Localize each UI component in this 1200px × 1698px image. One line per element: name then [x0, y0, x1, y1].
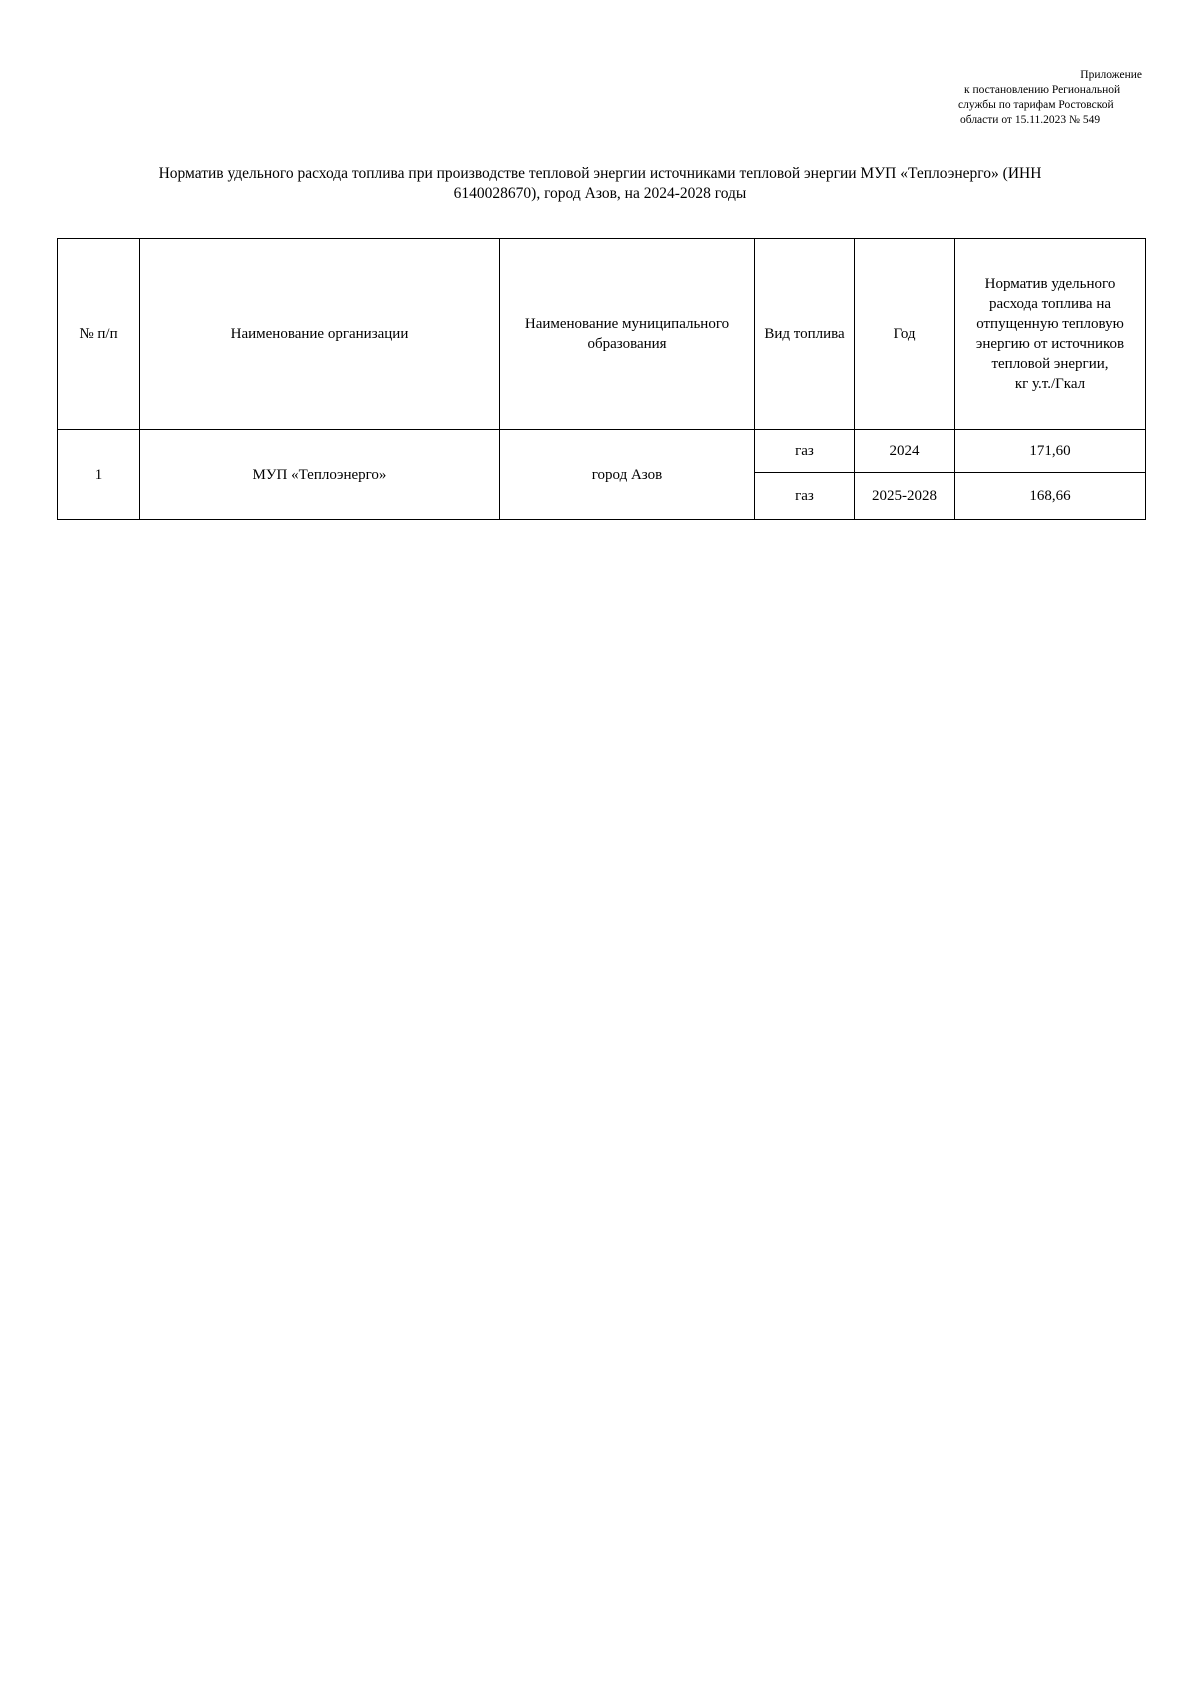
- table-header-row: [58, 239, 1146, 430]
- header-num: № п/п: [58, 239, 140, 430]
- header-organization: Наименование организации: [140, 239, 500, 430]
- annex-line-3: службы по тарифам Ростовской: [958, 99, 1114, 111]
- cell-organization: МУП «Теплоэнерго»: [140, 430, 500, 520]
- norm-table: [57, 238, 1146, 520]
- cell-year: 2024: [855, 430, 955, 473]
- header-norm-line: Норматив удельного: [984, 276, 1116, 292]
- cell-year: 2025-2028: [855, 473, 955, 520]
- cell-norm: 171,60: [955, 430, 1146, 473]
- header-norm-line: кг у.т./Гкал: [1014, 376, 1086, 392]
- header-fuel-type: Вид топлива: [755, 239, 855, 430]
- header-norm-line: отпущенную тепловую: [976, 316, 1124, 332]
- cell-fuel: газ: [755, 473, 855, 520]
- title-line-1: Норматив удельного расхода топлива при производстве тепловой энергии источниками тепловой энергии МУП «Теплоэнерго» (ИНН: [158, 165, 1042, 182]
- document-title: [100, 164, 1100, 204]
- cell-municipality: город Азов: [500, 430, 755, 520]
- annex-line-1: Приложение: [1080, 69, 1142, 81]
- header-year: Год: [855, 239, 955, 430]
- cell-norm: 168,66: [955, 473, 1146, 520]
- annex-line-2: к постановлению Региональной: [964, 84, 1121, 96]
- annex-line-4: области от 15.11.2023 № 549: [960, 114, 1101, 126]
- table-row: [58, 430, 1146, 473]
- header-norm-line: тепловой энергии,: [991, 356, 1109, 372]
- cell-num: 1: [58, 430, 140, 520]
- annex-note: [956, 68, 1146, 128]
- title-line-2: 6140028670), город Азов, на 2024-2028 годы: [453, 185, 747, 202]
- header-norm-line: расхода топлива на: [988, 296, 1112, 312]
- cell-fuel: газ: [755, 430, 855, 473]
- header-municipality: Наименование муниципального образования: [500, 239, 755, 430]
- header-norm-line: энергию от источников: [975, 336, 1125, 352]
- header-norm: [955, 239, 1146, 430]
